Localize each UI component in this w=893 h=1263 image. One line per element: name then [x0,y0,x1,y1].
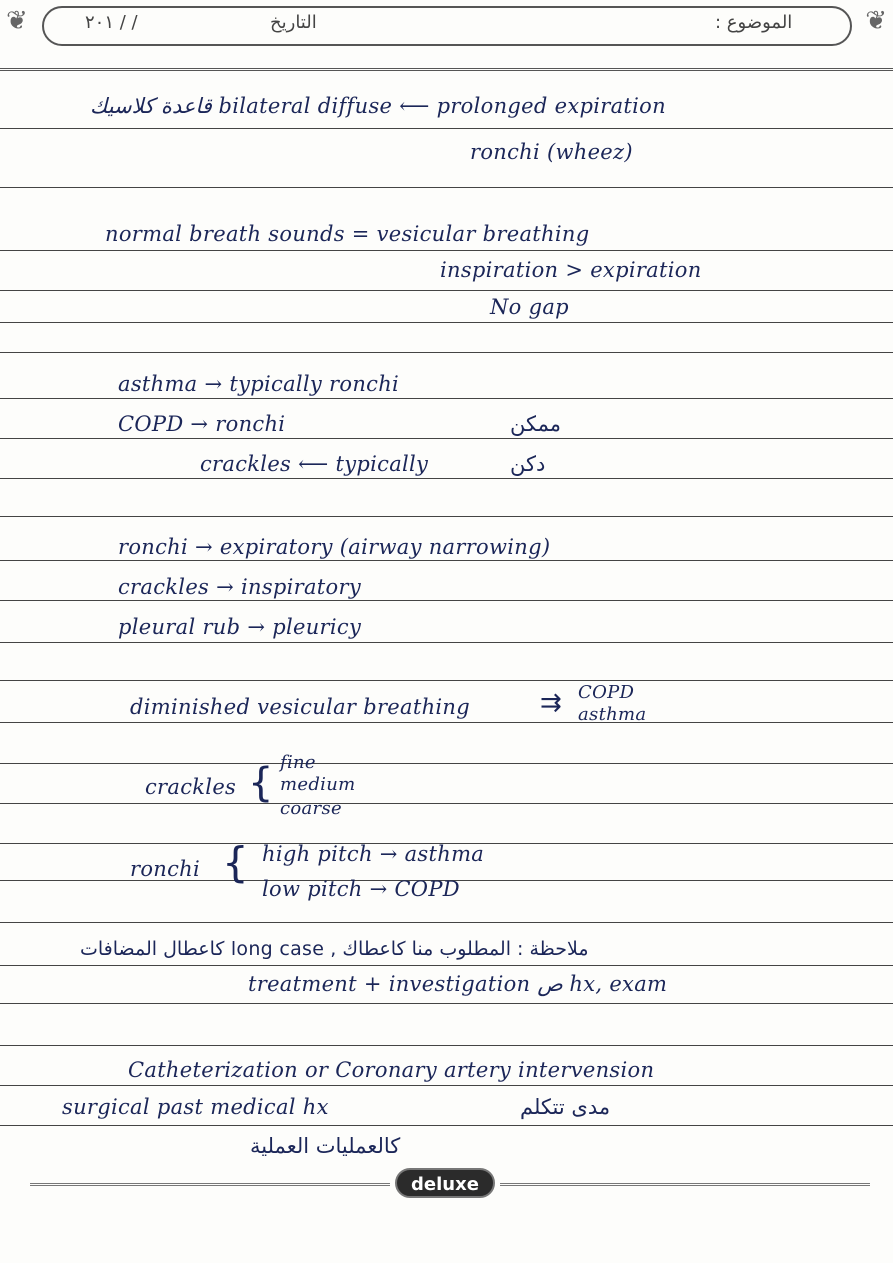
ruled-line [0,128,893,129]
ruled-line [0,803,893,804]
note-line-13-a: fine [280,752,316,773]
ruled-line [0,1003,893,1004]
note-line-14-b: low pitch → COPD [262,877,460,901]
ruled-line [0,478,893,479]
note-line-12: diminished vesicular breathing [130,695,470,719]
ruled-line [0,398,893,399]
ruled-line [0,1085,893,1086]
note-line-16: treatment + investigation ص hx, exam [248,972,668,996]
ruled-line [0,922,893,923]
note-line-14-a: high pitch → asthma [262,842,485,866]
note-line-19-ar: كالعمليات العملية [250,1134,401,1158]
ruled-line [0,642,893,643]
ruled-line [0,1045,893,1046]
note-line-15-ar: ملاحظة : المطلوب منا كاعطاك , long case كاعطال المضافات [80,938,589,960]
ruled-line [0,763,893,764]
note-line-13-label: crackles [145,775,237,799]
deluxe-logo: deluxe [395,1168,495,1198]
note-line-9: ronchi → expiratory (airway narrowing) [118,535,551,559]
note-line-13-c: coarse [280,798,342,819]
note-line-12-b: asthma [578,704,647,725]
footer-rule [30,1183,390,1186]
ruled-line [0,250,893,251]
ruled-line [0,965,893,966]
date-value: ٢٠١ / / [85,12,138,33]
date-label: التاريخ [270,12,317,33]
note-line-7-ar: ممكن [510,412,561,436]
note-line-17: Catheterization or Coronary artery intervension [128,1058,655,1082]
note-line-11: pleural rub → pleuricy [118,615,362,639]
subject-label: الموضوع : [715,12,793,33]
ruled-line [0,322,893,323]
ruled-line [0,560,893,561]
ruled-line [0,68,893,71]
note-line-8-ar: دكن [510,452,546,476]
ruled-line [0,516,893,517]
note-line-14-label: ronchi [130,857,201,881]
ruled-line [0,352,893,353]
note-line-10: crackles → inspiratory [118,575,361,599]
note-line-13-b: medium [280,774,356,795]
ruled-line [0,187,893,188]
ruled-line [0,290,893,291]
note-line-1: قاعدة كلاسيك bilateral diffuse ⟵ prolonged expiration [90,94,666,118]
note-line-6: asthma → typically ronchi [118,372,400,396]
branch-arrow-icon: ⇉ [540,688,562,718]
footer-rule [500,1183,870,1186]
ruled-line [0,722,893,723]
ornament-icon: ❦ [865,6,887,36]
note-line-3: normal breath sounds = vesicular breathing [105,222,590,246]
ruled-line [0,600,893,601]
brace-icon: { [222,838,249,887]
note-line-4: inspiration > expiration [440,258,702,282]
ruled-line [0,438,893,439]
note-line-7: COPD → ronchi [118,412,286,436]
note-line-8: crackles ⟵ typically [200,452,429,476]
ruled-line [0,1125,893,1126]
note-line-18: surgical past medical hx [62,1095,329,1119]
note-line-5: No gap [490,295,569,319]
note-line-2: ronchi (wheez) [470,140,633,164]
note-line-12-a: COPD [578,682,635,703]
ruled-line [0,680,893,681]
note-line-18-ar: مدى تتكلم [520,1095,611,1119]
ornament-icon: ❦ [6,6,28,36]
brace-icon: { [248,760,274,806]
